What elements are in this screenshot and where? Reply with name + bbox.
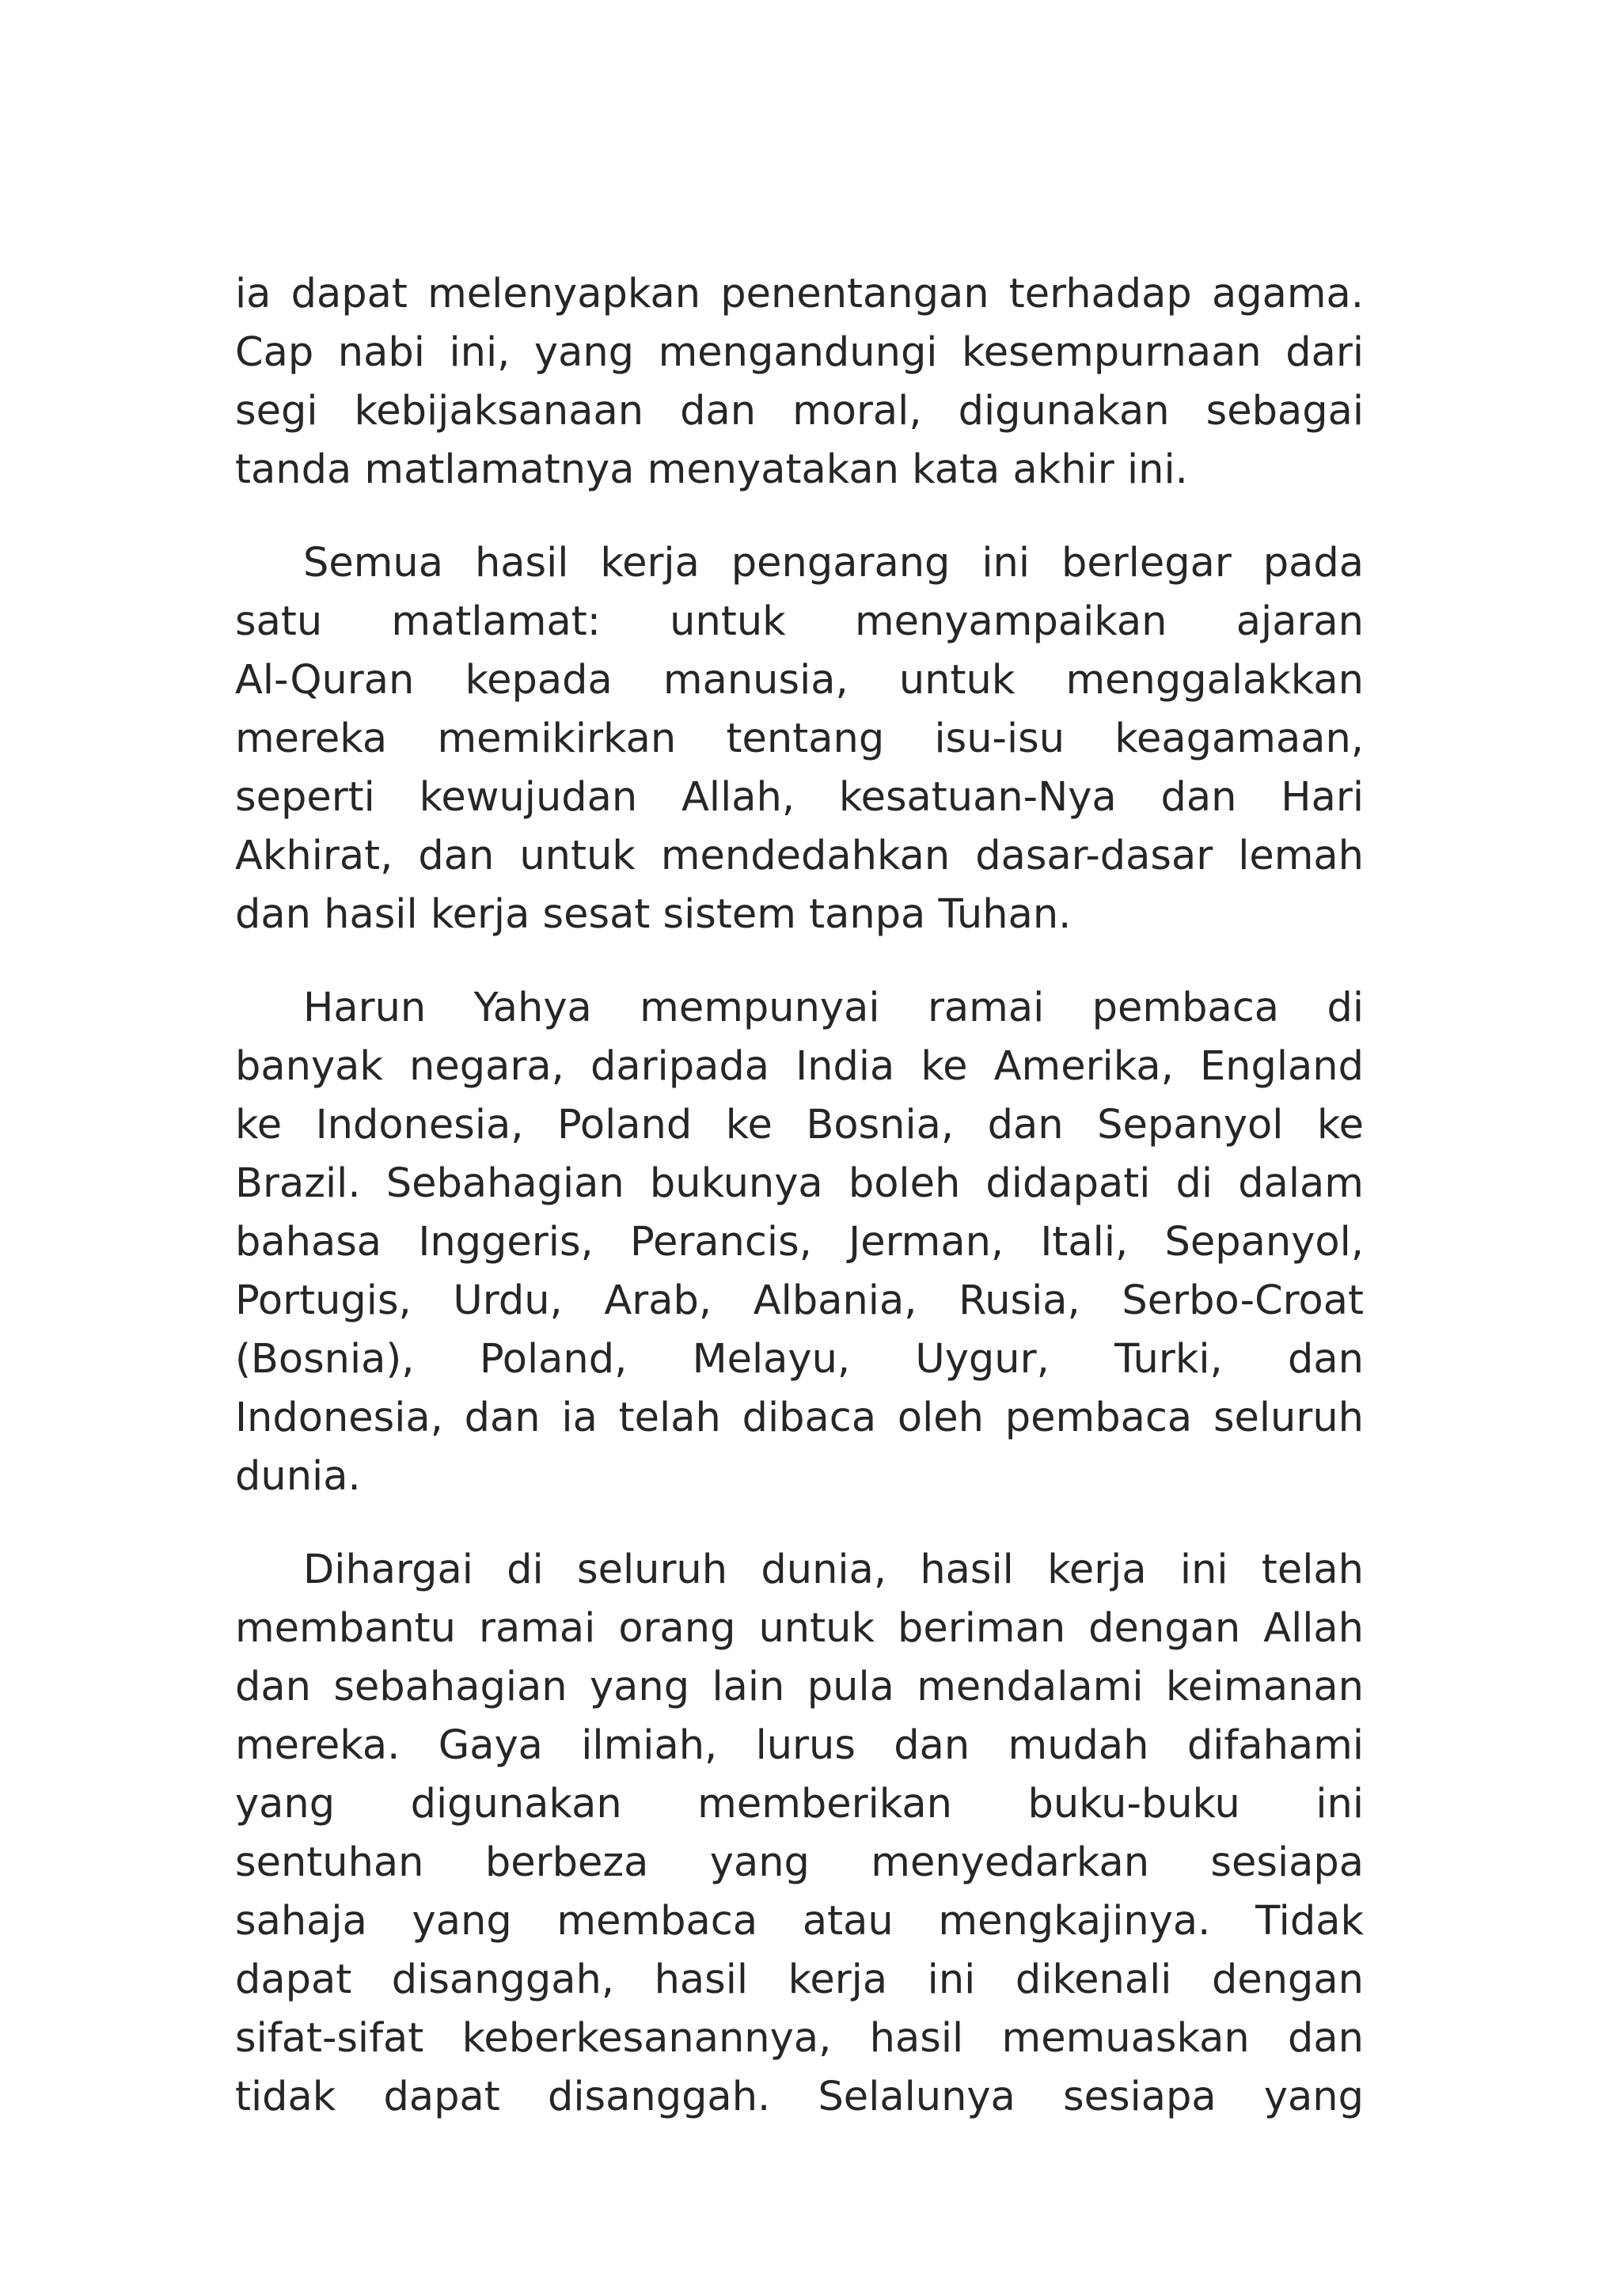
text-line: ia dapat melenyapkan penentangan terhadap agama. [235,271,1364,317]
text-line: membantu ramai orang untuk beriman dengan Allah [235,1605,1364,1652]
text-line: ke Indonesia, Poland ke Bosnia, dan Sepanyol ke [235,1102,1364,1148]
text-line: sifat-sifat keberkesanannya, hasil memuaskan dan [235,2015,1364,2062]
paragraph-4 [235,1541,1364,2127]
text-line: mereka. Gaya ilmiah, lurus dan mudah difahami [235,1722,1364,1769]
text-line: tidak dapat disanggah. Selalunya sesiapa yang [235,2074,1364,2120]
text-line: (Bosnia), Poland, Melayu, Uygur, Turki, dan [235,1336,1364,1383]
text-line: Dihargai di seluruh dunia, hasil kerja ini telah [303,1546,1364,1593]
text-line: dunia. [235,1453,361,1500]
text-line: banyak negara, daripada India ke Amerika, England [235,1043,1364,1090]
text-line: Indonesia, dan ia telah dibaca oleh pembaca seluruh [235,1395,1364,1441]
text-line: dan sebahagian yang lain pula mendalami keimanan [235,1664,1364,1710]
text-line: Portugis, Urdu, Arab, Albania, Rusia, Serbo-Croat [235,1277,1364,1324]
text-line: Brazil. Sebahagian bukunya boleh didapati di dalam [235,1160,1364,1207]
text-line: dan hasil kerja sesat sistem tanpa Tuhan. [235,891,1072,938]
text-line: Cap nabi ini, yang mengandungi kesempurnaan dari [235,329,1364,376]
body-text [235,265,1364,2161]
text-line: Semua hasil kerja pengarang ini berlegar pada [303,540,1364,586]
text-line: seperti kewujudan Allah, kesatuan-Nya dan Hari [235,774,1364,821]
paragraph-3 [235,979,1364,1506]
paragraph-2 [235,534,1364,944]
text-line: segi kebijaksanaan dan moral, digunakan sebagai [235,388,1364,435]
paragraph-1 [235,265,1364,499]
text-line: sahaja yang membaca atau mengkajinya. Tidak [235,1898,1364,1945]
text-line: bahasa Inggeris, Perancis, Jerman, Itali, Sepanyol, [235,1219,1364,1266]
text-line: Harun Yahya mempunyai ramai pembaca di [303,985,1364,1031]
text-line: Al-Quran kepada manusia, untuk menggalakkan [235,657,1364,704]
text-line: yang digunakan memberikan buku-buku ini [235,1781,1364,1827]
text-line: mereka memikirkan tentang isu-isu keagamaan, [235,715,1364,762]
text-line: Akhirat, dan untuk mendedahkan dasar-dasar lemah [235,833,1364,879]
text-line: tanda matlamatnya menyatakan kata akhir ini. [235,446,1188,493]
text-line: satu matlamat: untuk menyampaikan ajaran [235,598,1364,645]
text-line: dapat disanggah, hasil kerja ini dikenali dengan [235,1956,1364,2003]
text-line: sentuhan berbeza yang menyedarkan sesiapa [235,1839,1364,1886]
